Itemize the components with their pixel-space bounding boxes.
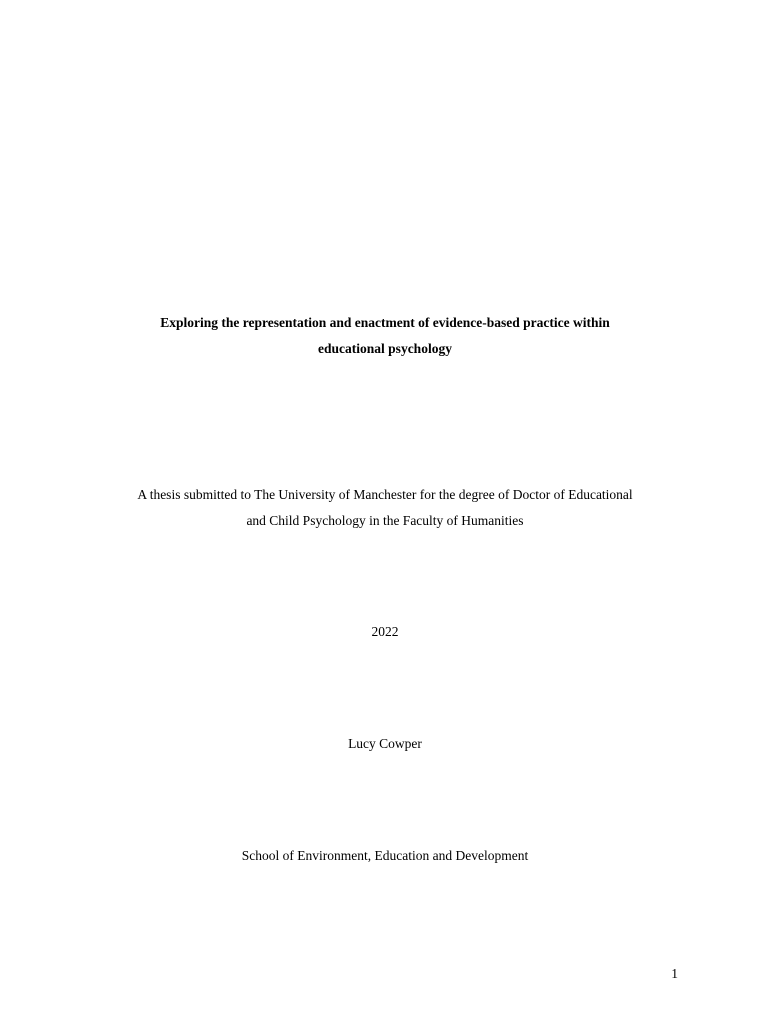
school-name: School of Environment, Education and Development [241,848,529,863]
page-number: 1 [671,966,678,981]
submission-statement-line-2: and Child Psychology in the Faculty of Humanities [246,513,524,528]
submission-year: 2022 [371,624,399,639]
thesis-title-line-1: Exploring the representation and enactment of evidence-based practice within [160,315,610,330]
author-name: Lucy Cowper [348,736,422,751]
submission-statement-line-1: A thesis submitted to The University of Manchester for the degree of Doctor of Educational [137,487,633,502]
submission-statement [0,482,770,534]
thesis-title-line-2: educational psychology [318,341,452,356]
thesis-title [0,310,770,362]
